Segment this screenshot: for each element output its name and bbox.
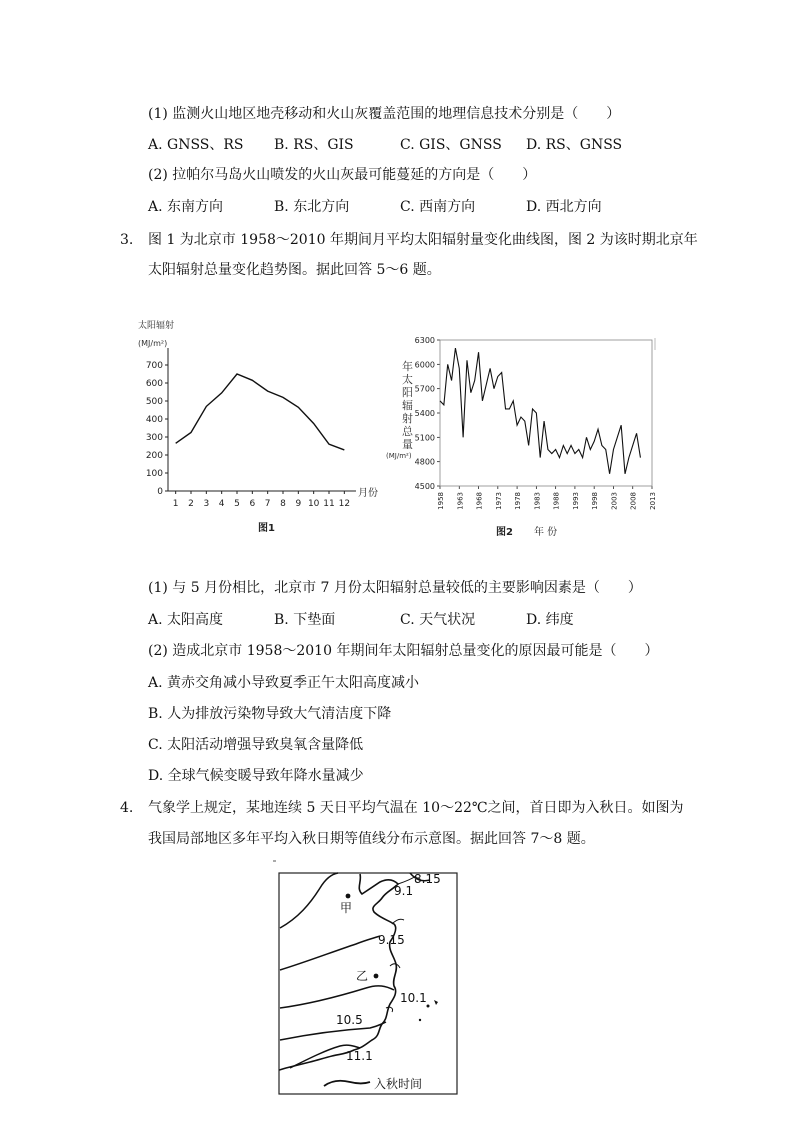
fig1-ytick-label: 400 <box>145 415 163 425</box>
fig1-ylabel: 太阳辐射 <box>138 321 175 331</box>
q3-sub1-option-b: B. 下垫面 <box>274 612 336 628</box>
fig2-yunit: (MJ/m²) <box>386 452 412 460</box>
q3-sub1: (1) 与 5 月份相比，北京市 7 月份太阳辐射总量较低的主要影响因素是（ ） <box>148 580 642 596</box>
fig1-xtick-label: 5 <box>234 499 240 509</box>
fig1-title: 图1 <box>258 523 275 534</box>
fig2-ytick-label: 5400 <box>414 409 435 418</box>
q3-stem-line2: 太阳辐射总量变化趋势图。据此回答 5～6 题。 <box>148 262 441 278</box>
figure1-monthly-radiation-chart <box>132 318 378 540</box>
q4-stem-line1: 气象学上规定，某地连续 5 天日平均气温在 10～22℃之间，首日即为入秋日。如图为 <box>148 800 684 816</box>
fig1-xtick-label: 7 <box>264 499 271 509</box>
q-prev-sub1-option-a: A. GNSS、RS <box>148 137 244 153</box>
fig1-yunit: (MJ/m²) <box>138 339 168 348</box>
fig1-xtick-label: 6 <box>249 499 256 509</box>
fig2-ytick-label: 5700 <box>414 384 435 394</box>
point-jia-label: 甲 <box>340 901 353 915</box>
isoline-label-11-1: 11.1 <box>346 1049 373 1063</box>
fig1-ytick-label: 500 <box>145 397 163 407</box>
fig1-ytick-label: 200 <box>145 451 163 461</box>
fig2-title: 图2 <box>496 527 513 538</box>
q-prev-sub2: (2) 拉帕尔马岛火山喷发的火山灰最可能蔓延的方向是（ ） <box>148 167 537 183</box>
figure2-annual-radiation-chart <box>388 330 660 545</box>
q3-sub2: (2) 造成北京市 1958～2010 年期间年太阳辐射总量变化的原因最可能是（ ） <box>148 643 659 659</box>
map-island <box>419 1019 421 1021</box>
fig1-ytick-label: 600 <box>145 379 163 389</box>
isoline-label-9-1: 9.1 <box>394 884 414 898</box>
fig2-xtick-label: 2013 <box>649 492 657 510</box>
fig1-xtick-label: 11 <box>323 499 335 509</box>
fig2-xtick-label: 1958 <box>437 492 445 510</box>
q3-sub2-option-a: A. 黄赤交角减小导致夏季正午太阳高度减小 <box>148 675 420 691</box>
fig2-xtick-label: 2003 <box>610 492 619 510</box>
fig2-xtick-label: 1978 <box>514 492 523 510</box>
point-yi-marker <box>374 974 379 979</box>
fig1-xtick-label: 12 <box>338 499 351 509</box>
q3-sub1-option-d: D. 纬度 <box>526 612 574 628</box>
fig2-xlabel: 年 份 <box>534 527 558 538</box>
isoline-label-10-5: 10.5 <box>336 1013 363 1027</box>
fig2-xtick-label: 1968 <box>475 492 484 510</box>
isoline-label-10-1: 10.1 <box>400 991 427 1005</box>
fig1-xlabel: 月份 <box>358 488 378 499</box>
fig1-ytick-label: 300 <box>145 433 163 443</box>
isoline-label-9-15: 9.15 <box>378 933 405 947</box>
fig2-plot-frame <box>440 340 652 486</box>
q3-sub2-option-c: C. 太阳活动增强导致臭氧含量降低 <box>148 737 364 753</box>
q3-number: 3. <box>120 232 134 248</box>
fig2-xtick-label: 2008 <box>629 492 638 510</box>
fig2-xtick-label: 1998 <box>591 492 600 510</box>
q4-number: 4. <box>120 800 134 816</box>
q3-stem-line1: 图 1 为北京市 1958～2010 年期间月平均太阳辐射量变化曲线图，图 2 为该时期北京年 <box>148 232 698 248</box>
fig1-xtick-label: 3 <box>203 499 210 509</box>
q-prev-sub1: (1) 监测火山地区地壳移动和火山灰覆盖范围的地理信息技术分别是（ ） <box>148 106 621 122</box>
fig2-xtick-label: 1983 <box>533 492 542 510</box>
fig1-xtick-label: 2 <box>188 499 194 509</box>
point-yi-label: 乙 <box>356 969 369 983</box>
fig2-xtick-label: 1993 <box>571 492 580 510</box>
q3-sub2-option-d: D. 全球气候变暖导致年降水量减少 <box>148 768 364 784</box>
fig1-ytick-label: 700 <box>145 361 163 371</box>
fig1-xtick-label: 9 <box>295 499 302 509</box>
fig2-data-line <box>440 348 640 474</box>
point-jia-marker <box>346 894 351 899</box>
fig2-ytick-label: 5100 <box>414 433 435 443</box>
q-prev-sub1-option-c: C. GIS、GNSS <box>400 137 502 153</box>
q-prev-sub2-option-c: C. 西南方向 <box>400 199 476 215</box>
fig2-xtick-label: 1963 <box>456 492 465 510</box>
fig1-xtick-label: 8 <box>280 499 286 509</box>
legend-label: 入秋时间 <box>374 1077 423 1091</box>
q3-sub1-option-a: A. 太阳高度 <box>148 612 224 628</box>
q-prev-sub1-option-b: B. RS、GIS <box>274 137 354 153</box>
q-prev-sub2-option-a: A. 东南方向 <box>148 199 224 215</box>
q4-stem-line2: 我国局部地区多年平均入秋日期等值线分布示意图。据此回答 7～8 题。 <box>148 831 595 847</box>
map-island <box>427 1005 430 1008</box>
fig2-ylabel: 年太阳辐射总量 <box>402 360 413 451</box>
fig1-ytick-label: 100 <box>145 469 163 479</box>
q-prev-sub2-option-d: D. 西北方向 <box>526 199 602 215</box>
fig2-ytick-label: 4500 <box>414 482 435 491</box>
fig2-ytick-label: 6300 <box>414 336 435 345</box>
fig1-xtick-label: 4 <box>218 499 225 509</box>
q-prev-sub2-option-b: B. 东北方向 <box>274 199 350 215</box>
fig2-ytick-label: 6000 <box>414 360 435 370</box>
q3-sub2-option-b: B. 人为排放污染物导致大气清洁度下降 <box>148 706 392 722</box>
autumn-onset-isoline-map <box>270 858 466 1100</box>
isoline-label-8-15: 8.15 <box>414 872 441 886</box>
fig1-data-line <box>176 374 345 450</box>
fig2-xtick-label: 1988 <box>552 492 561 510</box>
fig2-ytick-label: 4800 <box>414 457 435 467</box>
q-prev-sub1-option-d: D. RS、GNSS <box>526 137 623 153</box>
fig1-xtick-label: 1 <box>172 499 179 509</box>
fig2-xtick-label: 1973 <box>494 492 503 510</box>
fig1-ytick-label: 0 <box>157 487 163 497</box>
fig1-xtick-label: 10 <box>307 499 320 509</box>
q3-sub1-option-c: C. 天气状况 <box>400 612 476 628</box>
